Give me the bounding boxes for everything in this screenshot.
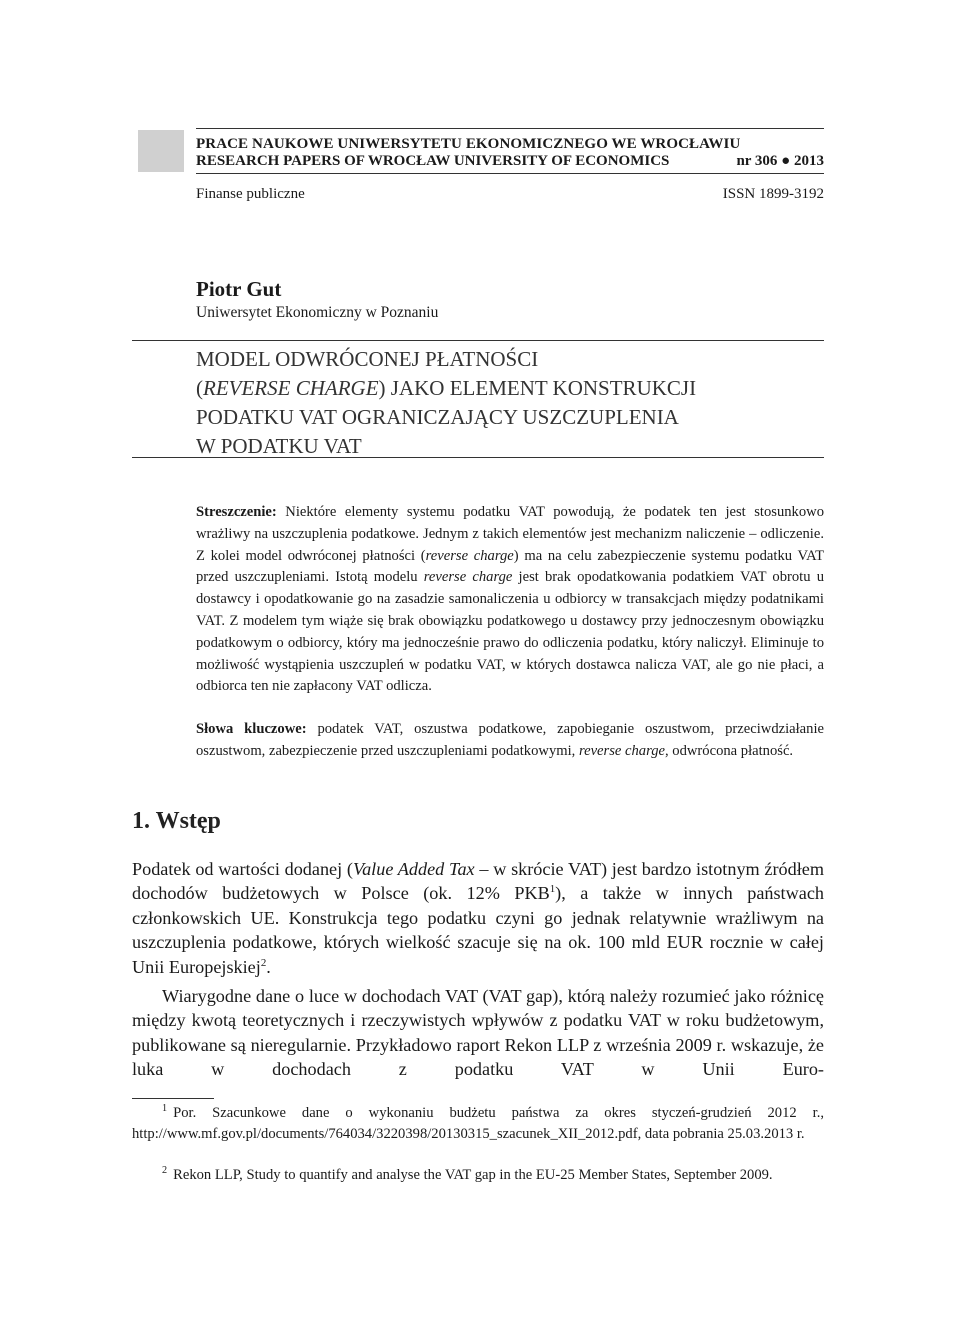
title-top-rule	[132, 340, 824, 341]
header-gray-box	[138, 130, 184, 172]
footnote-ref-2[interactable]: 2	[260, 956, 267, 969]
keywords-label: Słowa kluczowe:	[196, 721, 307, 737]
body-paragraph-2: Wiarygodne dane o luce w dochodach VAT (VAT gap), którą należy rozumieć jako różnicę między kwotą teoretycznych i rzeczywistych wpływów z podatku VAT w roku budżetowym, publikowane są nieregularnie. Przykładowo raport Rekon LLP z września 2009 r. wskazuje, że luka w dochodach z podatku VAT w Unii Euro-	[132, 986, 824, 1080]
author-name: Piotr Gut	[196, 277, 282, 301]
p1-text-c: ), a także w innych państwach członkowskich UE. Konstrukcja tego podatku czyni go jednak relatywnie wrażliwym na uszczuplenia podatkowe, których wielkość szacuje się na ok. 100 mld EUR rocznie w całej Unii Europejskiej	[132, 883, 824, 977]
title-line-4: W PODATKU VAT	[196, 434, 362, 458]
section-heading: 1. Wstęp	[132, 808, 221, 834]
title-line-1: MODEL ODWRÓCONEJ PŁATNOŚCI	[196, 347, 539, 371]
p1-text-d: .	[266, 956, 271, 977]
journal-name: Finanse publiczne	[196, 186, 305, 202]
title-bottom-rule	[132, 457, 824, 458]
title-line-2	[196, 374, 826, 403]
keywords-italic: reverse charge	[578, 742, 665, 759]
footnote-2-text: Rekon LLP, Study to quantify and analyse the VAT gap in the EU-25 Member States, September 2009.	[173, 1167, 773, 1183]
title-paren-open: (	[196, 376, 203, 400]
p1-text-a: Podatek od wartości dodanej (	[132, 859, 353, 879]
abstract-text-a: Niektóre elementy systemu podatku VAT powodują, że podatek ten jest stosunkowo wrażliwy na uszczuplenia podatkowe. Jednym z takich elementów jest mechanizm naliczenie – odliczenie. Z kolei model odwróconej płatności (	[196, 504, 824, 564]
keywords-text-b: , odwrócona płatność.	[665, 742, 794, 759]
title-line-3: PODATKU VAT OGRANICZAJĄCY USZCZUPLENIA	[196, 405, 679, 429]
p1-italic: Value Added Tax	[352, 859, 475, 879]
footnote-1-text: Por. Szacunkowe dane o wykonaniu budżetu państwa za okres styczeń-grudzień 2012 r., http://www.mf.gov.pl/documents/764034/3220398/20130315_szacunek_XII_2012.pdf, data pobrania 25.03.2013 r.	[132, 1105, 824, 1142]
series-title-english: RESEARCH PAPERS OF WROCŁAW UNIVERSITY OF ECONOMICS	[196, 153, 670, 169]
header-top-rule	[196, 128, 824, 129]
header-bottom-rule	[196, 173, 824, 174]
paper-title	[196, 345, 826, 461]
author-affiliation: Uniwersytet Ekonomiczny w Poznaniu	[196, 304, 439, 321]
series-title-polish: PRACE NAUKOWE UNIWERSYTETU EKONOMICZNEGO WE WROCŁAWIU	[196, 136, 741, 152]
footnote-1-mark: 1	[162, 1103, 168, 1115]
footnote-ref-1[interactable]: 1	[549, 883, 556, 896]
abstract-italic-b: reverse charge	[423, 569, 513, 586]
title-line-2-rest: ) JAKO ELEMENT KONSTRUKCJI	[378, 376, 697, 400]
footnote-1	[132, 1103, 824, 1145]
issue-number: nr 306 ● 2013	[736, 153, 824, 169]
abstract-italic-a: reverse charge	[425, 547, 514, 564]
footnote-2	[132, 1165, 824, 1186]
issn: ISSN 1899-3192	[722, 186, 824, 202]
p1-text-b: – w skrócie VAT) jest bardzo istotnym źródłem dochodów budżetowych w Polsce (ok. 12% PKB	[132, 859, 825, 904]
keywords-text-a: podatek VAT, oszustwa podatkowe, zapobieganie oszustwom, przeciwdziałanie oszustwom, zabezpieczenie przed uszczupleniami podatkowymi,	[196, 721, 824, 759]
body-paragraph-1	[132, 857, 824, 979]
abstract-label: Streszczenie:	[196, 504, 277, 520]
footnote-2-mark: 2	[162, 1165, 168, 1177]
title-italic-term: REVERSE CHARGE	[203, 376, 379, 400]
abstract-text-c: jest brak opodatkowania podatkiem VAT obrotu u dostawcy i opodatkowanie go na zasadzie samonaliczenia u odbiorcy w transakcjach między podatnikami VAT. Z modelem tym wiąże się brak obowiązku podatkowego u dostawcy przy jednoczesnym obowiązku podatkowym o odbiorcy, który ma jednocześnie prawo do odliczenia podatku, który naliczył. Eliminuje to możliwość wystąpienia uszczupleń w podatku VAT, w których dostawca nalicza VAT, ale go nie płaci, a odbiorca ten nie zapłacony VAT odlicza.	[196, 569, 824, 695]
keywords	[196, 719, 824, 763]
abstract	[196, 502, 824, 698]
footnote-rule	[132, 1098, 214, 1099]
abstract-text-b: ) ma na celu zabezpieczenie systemu podatku VAT przed uszczupleniami. Istotą modelu	[196, 547, 824, 586]
